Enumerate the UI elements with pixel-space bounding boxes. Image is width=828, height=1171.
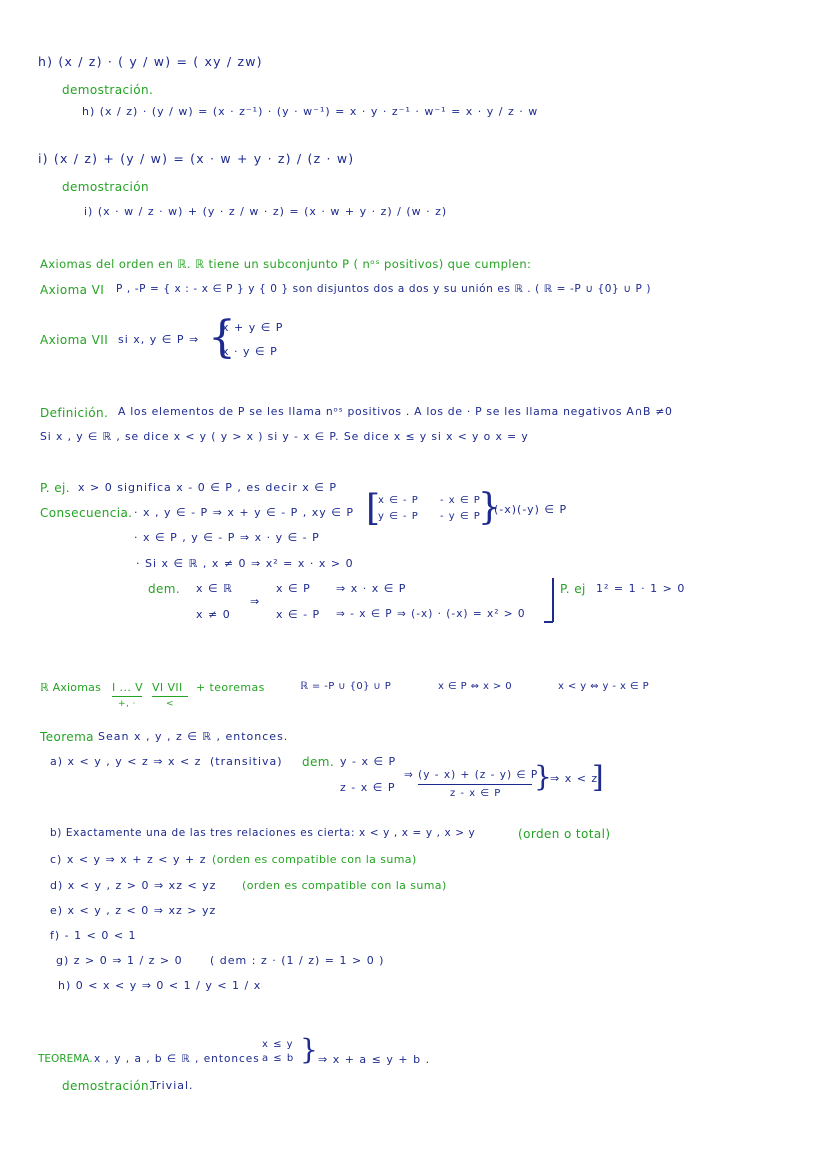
r-axiomas: ℝ Axiomas: [40, 681, 102, 694]
h-statement: h) (x / z) · ( y / w) = ( xy / zw): [38, 54, 263, 69]
def-line2: Si x , y ∈ ℝ , se dice x < y ( y > x ) si y - x ∈ P. Se dice x ≤ y si x < y o x = y: [40, 430, 529, 443]
i-statement: i) (x / z) + (y / w) = (x · w + y · z) / (z · w): [38, 151, 355, 166]
teo-d-note: (orden es compatible con la suma): [242, 879, 447, 892]
teo-a-5: ⇒ x < z: [550, 772, 599, 785]
def-text: A los elementos de P se les llama nᵒˢ positivos . A los de · P se les llama negativos A∩B ≠0: [118, 405, 673, 418]
dem-bracket-vertical: [552, 578, 554, 622]
r-iff1: x ∈ P ⇔ x > 0: [438, 681, 512, 692]
r-iff2: x < y ⇔ y - x ∈ P: [558, 681, 650, 692]
axioma-vii-2: x · y ∈ P: [222, 345, 278, 358]
teo2-c1: x ≤ y: [262, 1039, 294, 1050]
cons-1-d: - y ∈ P: [440, 511, 481, 522]
teo-b-note: (orden o total): [518, 827, 611, 841]
cons-1-c: - x ∈ P: [440, 495, 481, 506]
pej-label: P. ej.: [40, 481, 70, 495]
cons-1-b: y ∈ - P: [378, 511, 419, 522]
teo-c: c) x < y ⇒ x + z < y + z: [50, 853, 207, 866]
teo2-label: TEOREMA.: [38, 1053, 93, 1065]
axioma-vii-label: Axioma VII: [40, 333, 109, 347]
teo2-text: x , y , a , b ∈ ℝ , entonces: [94, 1053, 260, 1065]
teo-a-bracket: ]: [592, 760, 604, 795]
teo-text: Sean x , y , z ∈ ℝ , entonces.: [98, 730, 289, 743]
axioma-vii-1: x + y ∈ P: [222, 321, 284, 334]
axioma-vi-label: Axioma VI: [40, 283, 105, 297]
pej-text: x > 0 significa x - 0 ∈ P , es decir x ∈ P: [78, 481, 337, 494]
i-demo-label: demostración: [62, 180, 149, 194]
teo-a-2: z - x ∈ P: [340, 781, 396, 794]
cons-label: Consecuencia.: [40, 506, 133, 520]
dem-a2: x ≠ 0: [196, 608, 231, 621]
teo2-demo: demostración.: [62, 1079, 154, 1093]
teo2-res: ⇒ x + a ≤ y + b .: [318, 1053, 431, 1066]
dem-arrow: ⇒: [250, 595, 261, 608]
i-demo: i) (x · w / z · w) + (y · z / w · z) = (x · w + y · z) / (w · z): [84, 205, 448, 218]
dem-c1: ⇒ x · x ∈ P: [336, 582, 407, 595]
cons-2: · x ∈ P , y ∈ - P ⇒ x · y ∈ - P: [134, 531, 320, 544]
dem-a1: x ∈ ℝ: [196, 582, 233, 595]
r-ax-vivii: VI VII: [152, 681, 183, 694]
r-eq: ℝ = -P ∪ {0} ∪ P: [300, 681, 392, 692]
axioma-vii-text: si x, y ∈ P ⇒: [118, 333, 200, 346]
dem-b2: x ∈ - P: [276, 608, 321, 621]
teo-g: g) z > 0 ⇒ 1 / z > 0: [56, 954, 183, 967]
axioma-vii-brace: {: [208, 312, 236, 363]
teo-a-3: ⇒ (y - x) + (z - y) ∈ P: [404, 769, 539, 781]
teo-d: d) x < y , z > 0 ⇒ xz < yz: [50, 879, 217, 892]
r-ax-iv-underline: [112, 696, 142, 697]
teo-a-note: (transitiva): [210, 755, 283, 768]
r-ax-vivii-underline: [152, 696, 188, 697]
teo-a-fraction-bar: [418, 784, 532, 785]
dem-c2: ⇒ - x ∈ P ⇒ (-x) · (-x) = x² > 0: [336, 608, 526, 620]
teo-a-4: z - x ∈ P: [450, 788, 502, 799]
teo-a-brace: }: [534, 760, 552, 793]
dem-label: dem.: [148, 582, 181, 596]
r-ax-lt: <: [166, 699, 174, 709]
teo-a: a) x < y , y < z ⇒ x < z: [50, 755, 202, 768]
def-label: Definición.: [40, 406, 109, 420]
cons-1-brace: }: [478, 487, 501, 528]
dem-pej-val: 1² = 1 · 1 > 0: [596, 582, 686, 595]
teo-b: b) Exactamente una de las tres relaciones es cierta: x < y , x = y , x > y: [50, 827, 476, 839]
cons-1-e: (-x)(-y) ∈ P: [494, 503, 568, 516]
teo2-brace: }: [300, 1033, 318, 1066]
cons-1-a: x ∈ - P: [378, 495, 419, 506]
teo-e: e) x < y , z < 0 ⇒ xz > yz: [50, 904, 217, 917]
axiomas-title: Axiomas del orden en ℝ. ℝ tiene un subconjunto P ( nᵒˢ positivos) que cumplen:: [40, 257, 532, 271]
cons-3: · Si x ∈ ℝ , x ≠ 0 ⇒ x² = x · x > 0: [136, 557, 354, 570]
teo-f: f) - 1 < 0 < 1: [50, 929, 137, 942]
teo-a-dem: dem.: [302, 755, 335, 769]
r-ax-iv: I ... V: [112, 681, 144, 694]
cons-1: · x , y ∈ - P ⇒ x + y ∈ - P , xy ∈ P: [134, 506, 355, 519]
h-demo: h) (x / z) · (y / w) = (x · z⁻¹) · (y · w⁻¹) = x · y · z⁻¹ · w⁻¹ = x · y / z · w: [82, 105, 539, 118]
teo-g-note: ( dem : z · (1 / z) = 1 > 0 ): [210, 954, 385, 967]
teo-h: h) 0 < x < y ⇒ 0 < 1 / y < 1 / x: [58, 979, 262, 992]
teo2-c2: a ≤ b: [262, 1053, 295, 1064]
dem-bracket-bottom: [544, 621, 553, 623]
cons-1-bracket: [: [366, 488, 381, 529]
axioma-vi-text: P , -P = { x : - x ∈ P } y { 0 } son disjuntos dos a dos y su unión es ℝ . ( ℝ = -P ∪ {0} ∪ P ): [116, 283, 652, 295]
teo-label: Teorema: [40, 730, 94, 744]
r-ax-ops: +, ·: [118, 699, 136, 709]
r-teoremas: + teoremas: [196, 681, 265, 694]
dem-b1: x ∈ P: [276, 582, 311, 595]
dem-pej: P. ej: [560, 582, 586, 596]
h-demo-label: demostración.: [62, 83, 154, 97]
teo-c-note: (orden es compatible con la suma): [212, 853, 417, 866]
teo2-trivial: Trivial.: [150, 1079, 194, 1092]
teo-a-1: y - x ∈ P: [340, 755, 397, 768]
